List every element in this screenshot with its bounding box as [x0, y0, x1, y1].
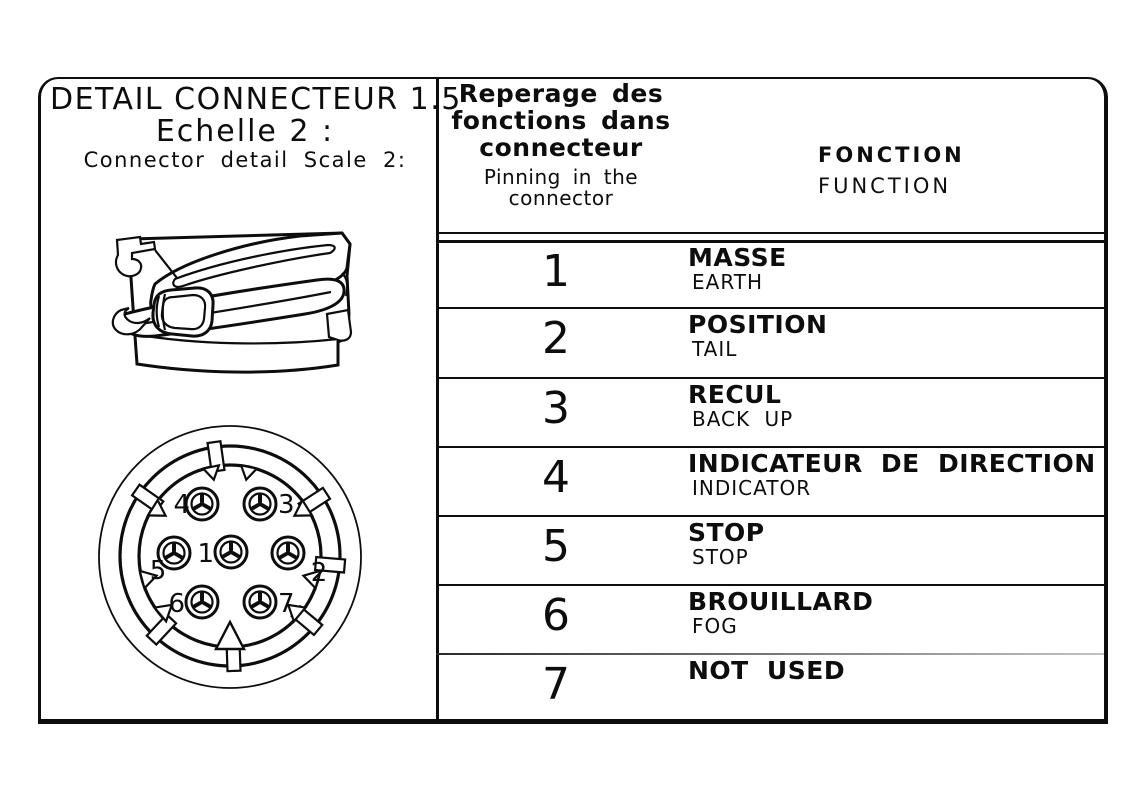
- pin-row-1: [436, 242, 1104, 307]
- pin-label-3: 3: [278, 490, 295, 520]
- pin-label-7: 7: [278, 589, 295, 619]
- pin-label-1: 1: [197, 539, 214, 569]
- pin-3-socket: [244, 488, 276, 520]
- function-header-block: [818, 140, 965, 202]
- function-header-en: FUNCTION: [818, 174, 952, 198]
- function-en: EARTH: [692, 270, 764, 294]
- function-en: TAIL: [692, 337, 738, 361]
- function-fr: RECUL: [688, 380, 782, 409]
- pinning-header-fr-line: connecteur: [479, 133, 643, 162]
- pin-number: 4: [542, 452, 570, 503]
- function-en: FOG: [692, 614, 738, 638]
- detail-title-fr: DETAIL CONNECTEUR 1.5: [50, 82, 462, 117]
- detail-scale-fr: Echelle 2 :: [155, 114, 335, 149]
- function-fr: MASSE: [688, 243, 787, 272]
- pin-row-5: [436, 517, 1104, 582]
- pin-number: 1: [542, 246, 570, 297]
- function-en: INDICATOR: [692, 476, 812, 500]
- detail-title-en: Connector detail Scale 2:: [83, 148, 407, 172]
- connector-face-drawing: [90, 416, 370, 696]
- pinning-header-en-line: Pinning in the: [483, 165, 639, 189]
- pinning-header-fr-line: fonctions dans: [451, 106, 671, 135]
- function-fr: NOT USED: [688, 656, 846, 685]
- function-header-fr: FONCTION: [818, 143, 965, 167]
- pin-4-socket: [186, 488, 218, 520]
- pin-label-4: 4: [173, 490, 190, 520]
- pin-label-6: 6: [168, 589, 185, 619]
- pin-number: 3: [542, 383, 570, 434]
- pin-row-6: [436, 586, 1104, 651]
- pin-label-5: 5: [149, 556, 167, 586]
- pinning-header-block: [436, 80, 686, 209]
- pin-row-7: [436, 655, 1104, 720]
- pin-number: 6: [542, 590, 570, 641]
- pin-row-2: [436, 309, 1104, 374]
- header-separator-top: [436, 232, 1104, 234]
- detail-title-block: [50, 82, 462, 173]
- pin-number: 5: [542, 521, 570, 572]
- pinning-header-fr-line: Reperage des: [458, 79, 664, 108]
- function-fr: INDICATEUR DE DIRECTION: [688, 449, 1096, 478]
- pin-2-socket: [272, 537, 304, 569]
- function-fr: STOP: [688, 518, 765, 547]
- pin-1-socket: [215, 536, 247, 568]
- pinning-header-en-line: connector: [508, 186, 614, 210]
- function-en: BACK UP: [692, 407, 794, 431]
- function-en: STOP: [692, 545, 749, 569]
- pin-row-4: [436, 448, 1104, 513]
- pin-row-3: [436, 379, 1104, 444]
- connector-housing-drawing: [95, 218, 385, 393]
- pin-label-2: 2: [310, 558, 328, 588]
- pin-number: 2: [542, 313, 570, 364]
- pin-number: 7: [542, 659, 570, 710]
- function-fr: POSITION: [688, 310, 828, 339]
- function-fr: BROUILLARD: [688, 587, 874, 616]
- pin-6-socket: [186, 586, 218, 618]
- pin-7-socket: [244, 586, 276, 618]
